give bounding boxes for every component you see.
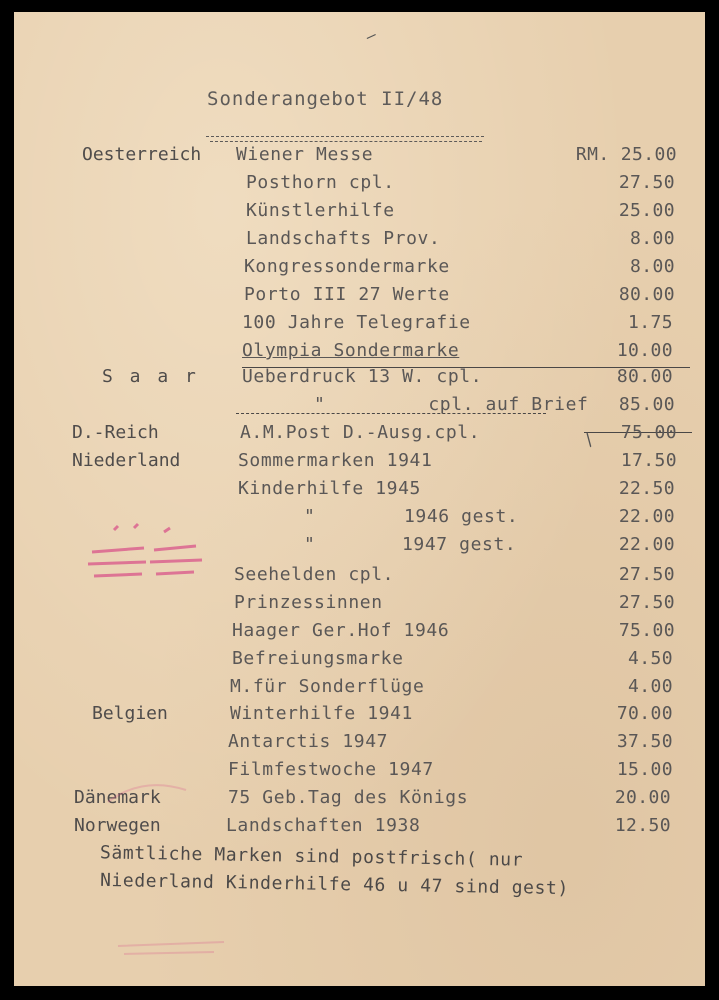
footer-line-2: Niederland Kinderhilfe 46 u 47 sind gest)	[99, 869, 570, 900]
list-item	[14, 284, 705, 310]
list-item	[14, 731, 705, 757]
item-name: Ueberdruck 13 W. cpl.	[242, 366, 483, 387]
list-item	[14, 703, 705, 729]
item-name: A.M.Post D.-Ausg.cpl.	[240, 422, 481, 443]
title-underline-2	[210, 141, 482, 142]
item-name: 75 Geb.Tag des Königs	[228, 787, 469, 808]
list-item	[14, 200, 705, 226]
item-price: 75.00	[618, 620, 675, 641]
item-price: 1.75	[628, 312, 673, 333]
item-price: 8.00	[630, 256, 675, 277]
list-item	[14, 478, 705, 504]
item-name: Landschafts Prov.	[246, 228, 441, 249]
item-price: 75.00	[620, 422, 677, 443]
list-item	[14, 422, 705, 448]
footer-line-1: Sämtliche Marken sind postfrisch( nur	[99, 842, 524, 871]
country-osterreich: Oesterreich	[82, 144, 202, 165]
price-list-card	[14, 12, 705, 986]
item-price: 80.00	[618, 284, 675, 305]
list-item	[14, 815, 705, 841]
item-name: 1946 gest.	[404, 506, 519, 527]
item-name: M.für Sonderflüge	[230, 676, 425, 697]
item-price: 22.00	[618, 506, 675, 527]
list-item	[14, 172, 705, 198]
item-name: Wiener Messe	[236, 144, 374, 165]
country-danemark: Dänemark	[74, 787, 161, 808]
list-item	[14, 366, 705, 392]
item-name: Kongressondermarke	[244, 256, 450, 277]
ditto-mark: "	[304, 534, 316, 555]
pencil-mark-icon: ―	[362, 24, 380, 47]
item-price: 10.00	[616, 340, 673, 361]
item-name: Seehelden cpl.	[234, 564, 395, 585]
item-name: Sommermarken 1941	[238, 450, 433, 471]
item-name: Porto III 27 Werte	[244, 284, 450, 305]
country-niederland: Niederland	[72, 450, 181, 471]
item-price: 27.50	[618, 564, 675, 585]
item-price: 17.50	[620, 450, 677, 471]
list-item	[14, 620, 705, 646]
item-name: Winterhilfe 1941	[230, 703, 413, 724]
item-price: 15.00	[616, 759, 673, 780]
list-item	[14, 648, 705, 674]
item-name: Olympia Sondermarke	[242, 340, 460, 361]
pencil-mark-icon: /	[579, 429, 599, 450]
item-price: 27.50	[618, 172, 675, 193]
list-item	[14, 450, 705, 476]
list-item	[14, 394, 705, 420]
postal-stamp-icon	[84, 512, 214, 602]
item-price: 85.00	[618, 394, 675, 415]
country-belgien: Belgien	[92, 703, 168, 724]
item-name: Filmfestwoche 1947	[228, 759, 434, 780]
item-price: 37.50	[616, 731, 673, 752]
separator-line	[236, 413, 546, 414]
country-norwegen: Norwegen	[74, 815, 161, 836]
item-name: 1947 gest.	[402, 534, 517, 555]
item-name: " cpl. auf Brief	[314, 394, 589, 415]
item-name: Haager Ger.Hof 1946	[232, 620, 450, 641]
item-price: 12.50	[614, 815, 671, 836]
item-price: 22.50	[618, 478, 675, 499]
item-price: 20.00	[614, 787, 671, 808]
country-dreich: D.-Reich	[72, 422, 159, 443]
item-price: 22.00	[618, 534, 675, 555]
item-name: Antarctis 1947	[228, 731, 389, 752]
item-price: 4.00	[628, 676, 673, 697]
item-price: 27.50	[618, 592, 675, 613]
list-item	[14, 256, 705, 282]
item-price: 8.00	[630, 228, 675, 249]
faded-stamp-icon	[102, 772, 192, 812]
list-item	[14, 228, 705, 254]
title-underline	[206, 136, 484, 137]
item-name: Landschaften 1938	[226, 815, 421, 836]
faded-stamp-icon	[114, 922, 234, 962]
item-price: 70.00	[616, 703, 673, 724]
ditto-mark: "	[304, 506, 316, 527]
item-price: 4.50	[628, 648, 673, 669]
item-name: Prinzessinnen	[234, 592, 383, 613]
list-item	[14, 340, 705, 366]
item-price: RM. 25.00	[575, 144, 677, 165]
item-name: Kinderhilfe 1945	[238, 478, 421, 499]
item-price: 80.00	[616, 366, 673, 387]
list-item	[14, 676, 705, 702]
country-saar: S a a r	[102, 366, 199, 387]
item-name: Posthorn cpl.	[246, 172, 395, 193]
item-name: Künstlerhilfe	[246, 200, 395, 221]
document-title: Sonderangebot II/48	[207, 88, 444, 110]
item-name: Befreiungsmarke	[232, 648, 404, 669]
list-item	[14, 144, 705, 170]
list-item	[14, 312, 705, 338]
item-name: 100 Jahre Telegrafie	[242, 312, 471, 333]
item-price: 25.00	[618, 200, 675, 221]
